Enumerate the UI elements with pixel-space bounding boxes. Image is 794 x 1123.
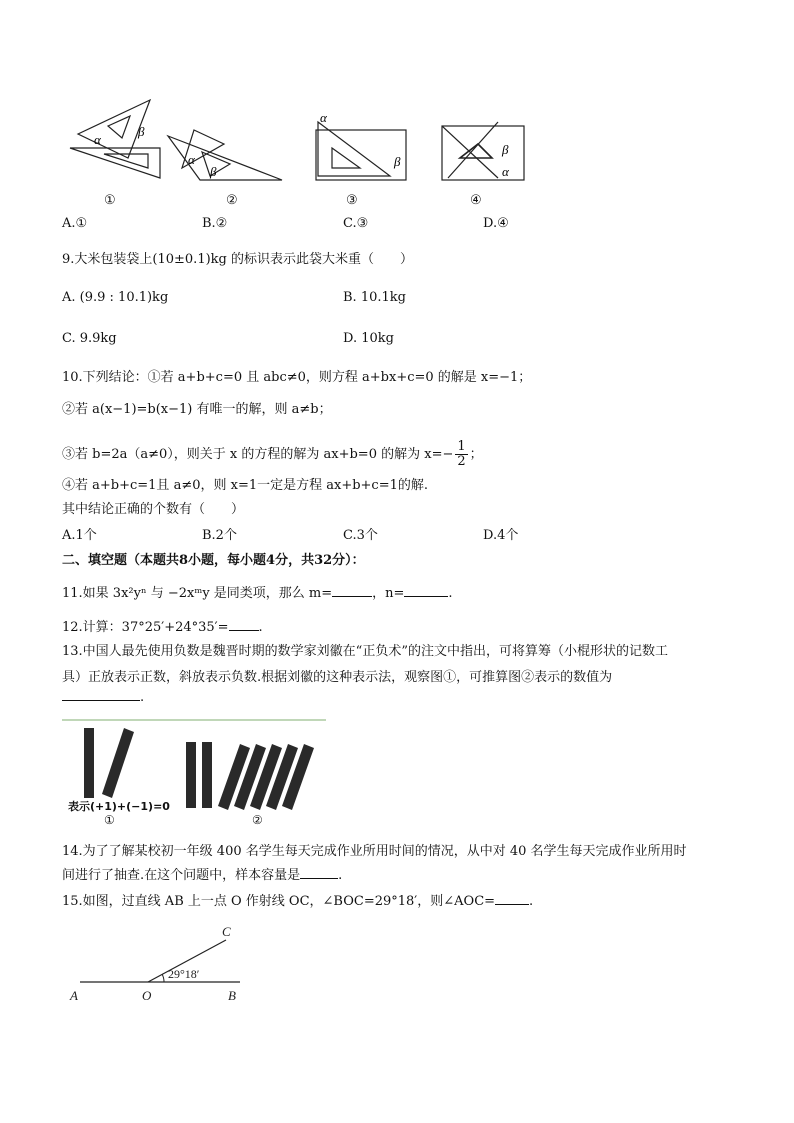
q11-line xyxy=(62,582,453,601)
upright-rod xyxy=(202,742,212,808)
q10-option-a[interactable]: A.1个 xyxy=(62,528,97,543)
beta-label: β xyxy=(502,142,509,157)
q12-answer[interactable] xyxy=(229,630,259,631)
q14-answer[interactable] xyxy=(300,878,338,879)
rods-figure-1-label: ① xyxy=(104,813,115,827)
q11-text-b: ，n= xyxy=(372,586,405,601)
figure-label-1: ① xyxy=(104,192,116,207)
q8-figure-1 xyxy=(66,96,166,184)
q15-answer[interactable] xyxy=(495,904,529,905)
q10-line-3-text: ③若 b=2a（a≠0），则关于 x 的方程的解为 ax+b=0 的解为 x=− xyxy=(62,447,454,462)
q10-line-4: ④若 a+b+c=1且 a≠0，则 x=1一定是方程 ax+b+c=1的解. xyxy=(62,478,429,493)
q10-option-b[interactable]: B.2个 xyxy=(202,528,237,543)
q11-text-c: . xyxy=(448,586,453,601)
q10-line-2: ②若 a(x−1)=b(x−1) 有唯一的解，则 a≠b； xyxy=(62,402,332,417)
q8-figure-2 xyxy=(164,124,284,184)
fraction xyxy=(455,440,467,469)
beta-label: β xyxy=(138,124,145,139)
q8-option-b[interactable]: B.② xyxy=(202,216,228,231)
upright-rod xyxy=(84,728,94,798)
q10-line-3 xyxy=(62,440,483,469)
alpha-label: α xyxy=(320,110,327,125)
q9-option-c[interactable]: C. 9.9kg xyxy=(62,331,117,346)
q8-option-c[interactable]: C.③ xyxy=(343,216,369,231)
point-b-label: B xyxy=(228,988,236,1003)
rods-figure-2-label: ② xyxy=(252,813,263,827)
q9-option-d[interactable]: D. 10kg xyxy=(343,331,394,346)
angle-value-label: 29°18′ xyxy=(168,967,200,981)
upright-rod xyxy=(186,742,196,808)
q11-answer-n[interactable] xyxy=(404,596,448,597)
counting-rods-figure xyxy=(62,716,328,828)
angle-arc xyxy=(162,974,164,982)
q15-end: . xyxy=(529,894,534,909)
q9-option-a[interactable]: A. (9.9 : 10.1)kg xyxy=(62,290,169,305)
rods-caption: 表示(+1)+(−1)=0 xyxy=(68,800,170,813)
q13-line-1: 13.中国人最先使用负数是魏晋时期的数学家刘徽在“正负术”的注文中指出，可将算筹（小棍形状的记数工 xyxy=(62,644,668,659)
q13-answer-line xyxy=(62,690,144,705)
q10-line-3-end: ； xyxy=(469,447,483,462)
fraction-numerator: 1 xyxy=(457,439,466,454)
q13-line-2: 具）正放表示正数，斜放表示负数.根据刘徽的这种表示法，观察图①，可推算图②表示的数值为 xyxy=(62,670,613,685)
q11-text-a: 11.如果 3x²yⁿ 与 −2xᵐy 是同类项，那么 m= xyxy=(62,586,333,601)
q10-line-1: 10.下列结论：①若 a+b+c=0 且 abc≠0，则方程 a+bx+c=0 的解是 x=−1； xyxy=(62,370,532,385)
q15-line xyxy=(62,890,533,909)
q11-answer-m[interactable] xyxy=(332,596,372,597)
alpha-label: α xyxy=(502,164,509,179)
q8-figure-3 xyxy=(310,108,410,184)
fraction-denominator: 2 xyxy=(457,454,466,469)
point-c-label: C xyxy=(222,924,231,939)
q14-line-1: 14.为了了解某校初一年级 400 名学生每天完成作业所用时间的情况，从中对 40 名学生每天完成作业所用时 xyxy=(62,844,687,859)
q14-line-2 xyxy=(62,864,342,883)
q12-end: . xyxy=(258,620,263,635)
angle-figure xyxy=(66,920,256,1006)
point-a-label: A xyxy=(70,988,78,1003)
q12-line xyxy=(62,616,263,635)
q8-option-d[interactable]: D.④ xyxy=(483,216,509,231)
alpha-label: α xyxy=(188,152,195,167)
figure-label-4: ④ xyxy=(470,192,482,207)
q15-text: 15.如图，过直线 AB 上一点 O 作射线 OC，∠BOC=29°18′，则∠AOC= xyxy=(62,894,496,909)
q8-option-a[interactable]: A.① xyxy=(62,216,88,231)
q9-stem: 9.大米包装袋上(10±0.1)kg 的标识表示此袋大米重（ ） xyxy=(62,252,413,267)
q13-end: . xyxy=(140,690,145,705)
figure-label-2: ② xyxy=(226,192,238,207)
q14-text: 间进行了抽查.在这个问题中，样本容量是 xyxy=(62,868,301,883)
beta-label: β xyxy=(394,154,401,169)
q12-text: 12.计算：37°25′+24°35′= xyxy=(62,620,229,635)
beta-label: β xyxy=(210,164,217,179)
q9-option-b[interactable]: B. 10.1kg xyxy=(343,290,406,305)
alpha-label: α xyxy=(94,132,101,147)
figure-label-3: ③ xyxy=(346,192,358,207)
slanted-rod xyxy=(102,728,134,798)
section-heading: 二、填空题（本题共8小题，每小题4分，共32分）： xyxy=(62,553,365,568)
q14-end: . xyxy=(338,868,343,883)
q10-option-c[interactable]: C.3个 xyxy=(343,528,378,543)
q8-figure-4 xyxy=(438,118,538,184)
q10-line-5: 其中结论正确的个数有（ ） xyxy=(62,502,245,517)
point-o-label: O xyxy=(142,988,152,1003)
q13-answer[interactable] xyxy=(62,700,140,701)
q10-option-d[interactable]: D.4个 xyxy=(483,528,519,543)
